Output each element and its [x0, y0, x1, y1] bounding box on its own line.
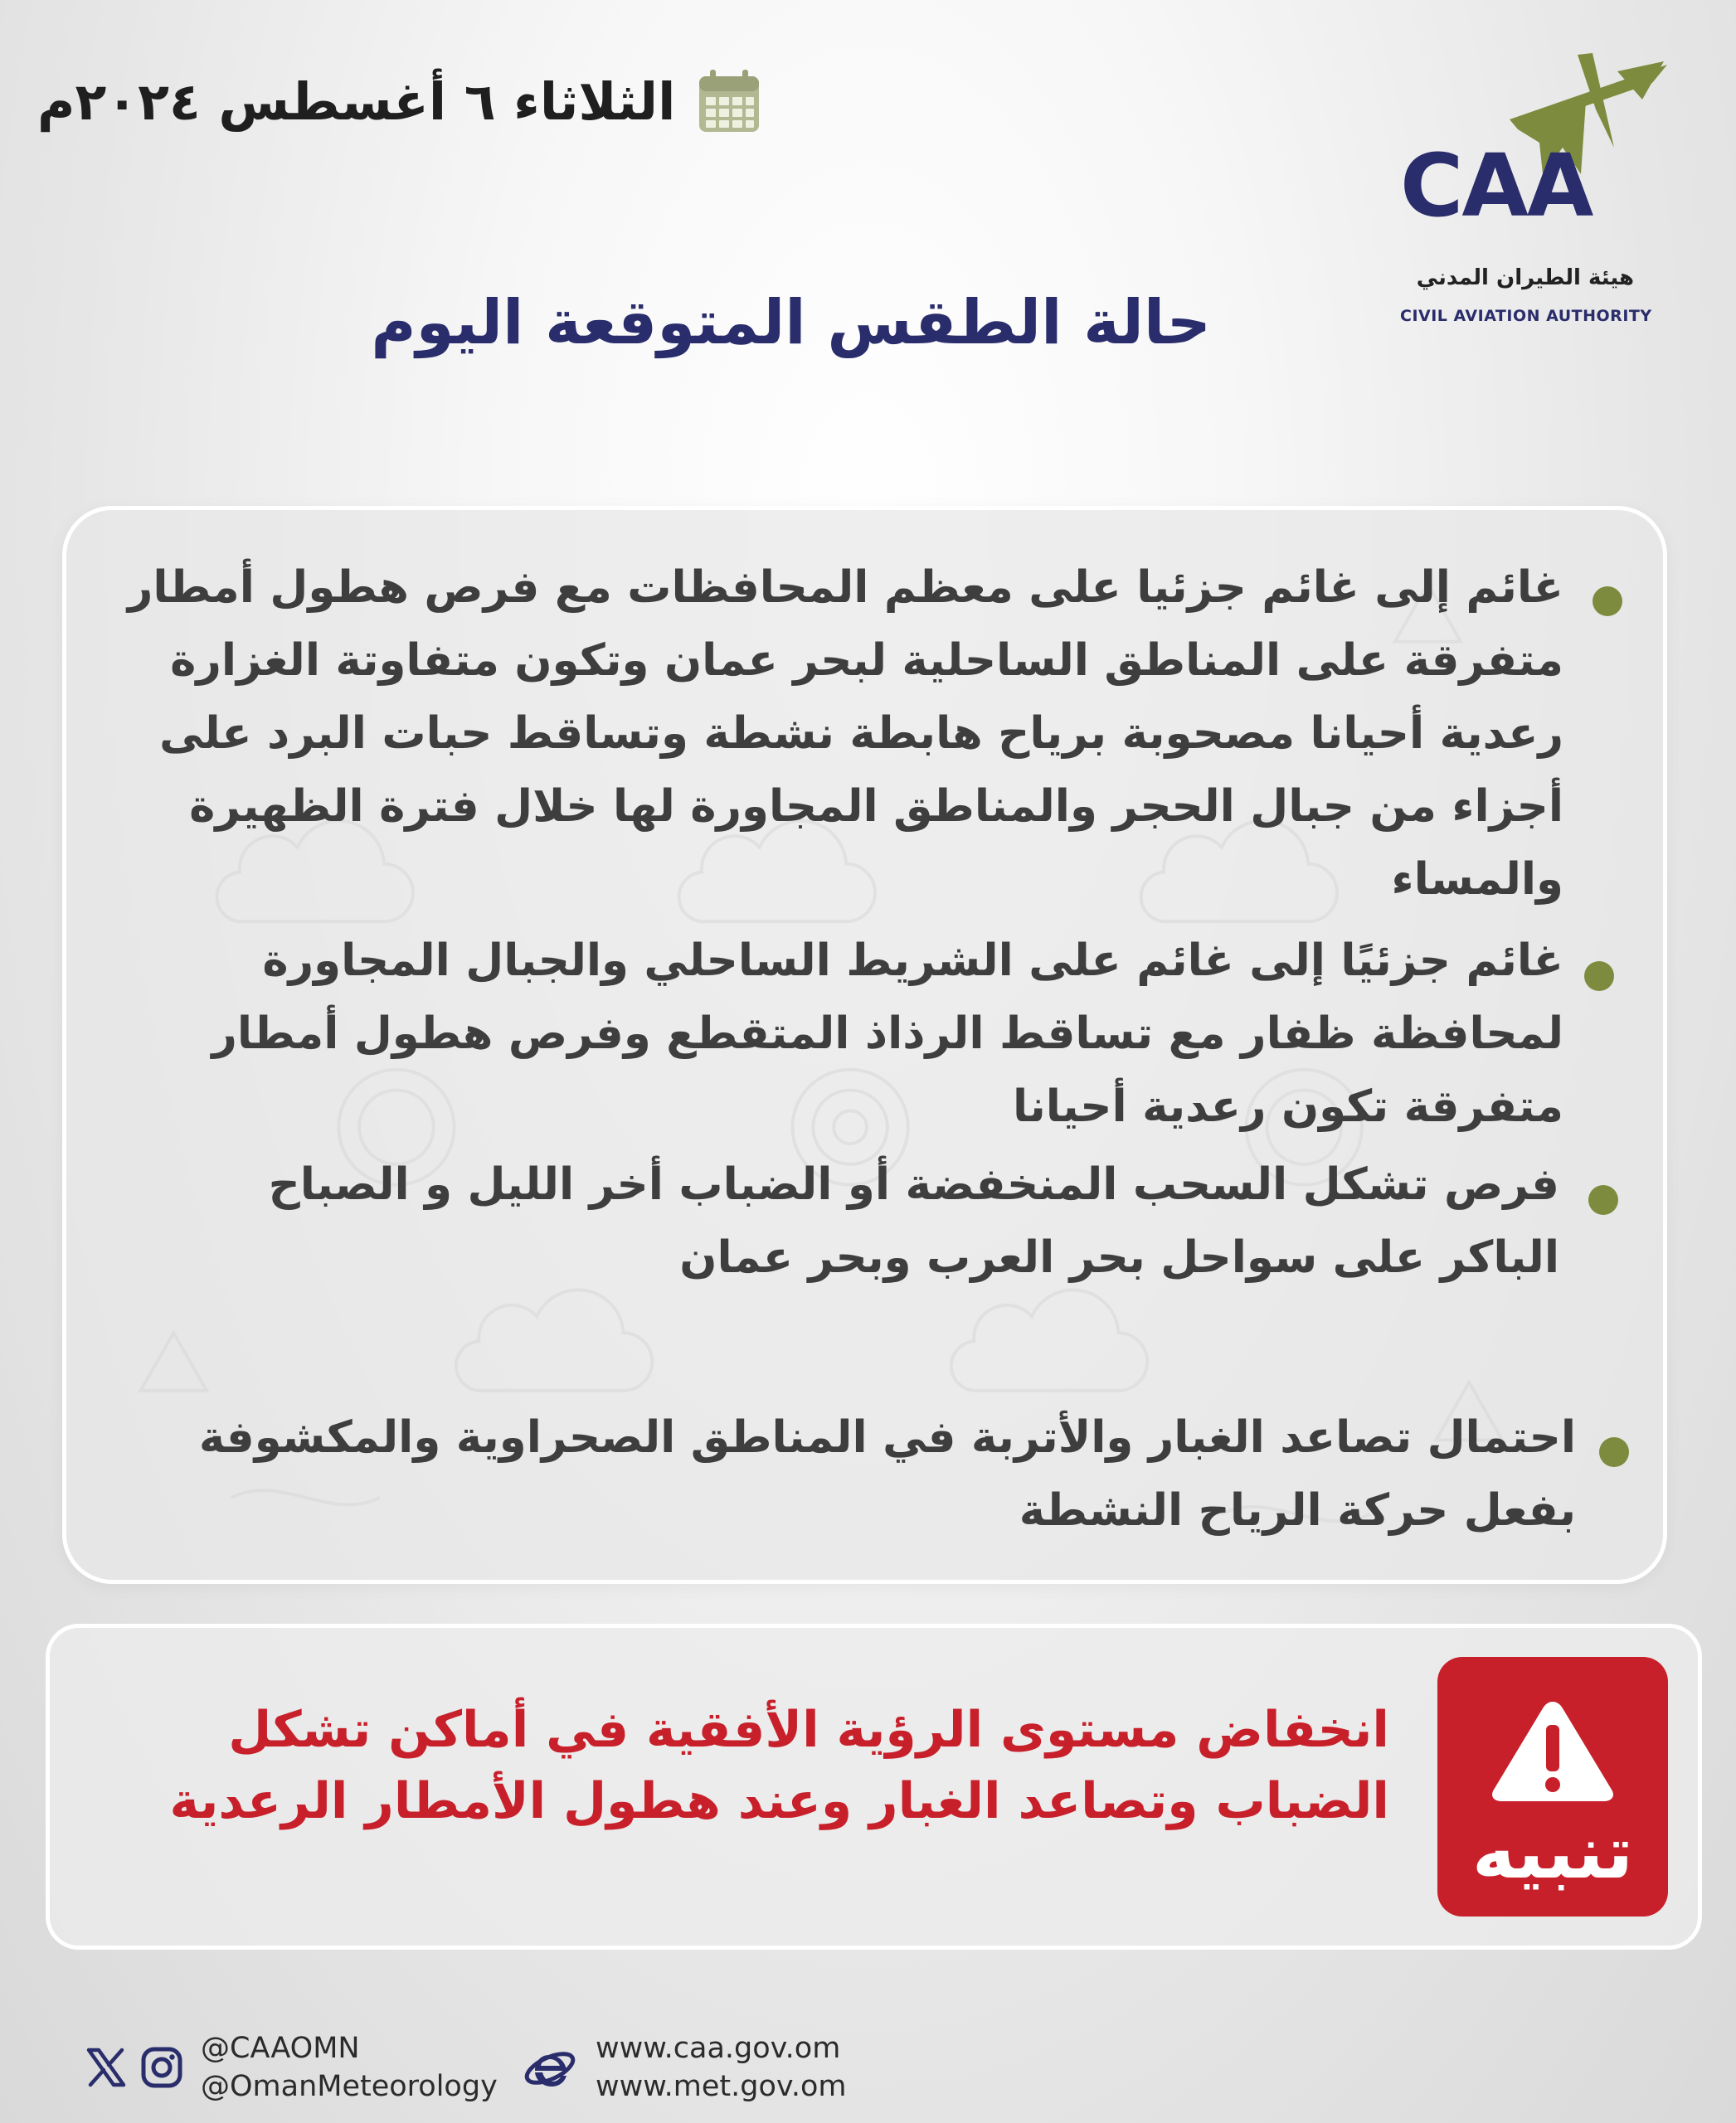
social-handles	[201, 2029, 498, 2106]
logo-name-ar: هيئة الطيران المدني	[1416, 265, 1634, 290]
website-met[interactable]: www.met.gov.om	[596, 2070, 847, 2103]
forecast-item-4-text: احتمال تصاعد الغبار والأتربة في المناطق الصحراوية والمكشوفة بفعل حركة الرياح النشطة	[198, 1412, 1576, 1536]
forecast-item-2-text: غائم جزئيًا إلى غائم على الشريط الساحلي والجبال المجاورة لمحافظة ظفار مع تساقط الرذاذ المتقطع وفرص هطول أمطار متفرقة تكون رعدية أحيانا	[212, 935, 1563, 1132]
website-caa[interactable]: www.caa.gov.om	[596, 2032, 841, 2065]
page-title: حالة الطقس المتوقعة اليوم	[371, 287, 1211, 358]
footer-social	[85, 2026, 498, 2109]
forecast-item-1-text: غائم إلى غائم جزئيا على معظم المحافظات مع فرص هطول أمطار متفرقة على المناطق الساحلية لبحر عمان وتكون متفاوتة الغزارة رعدية أحيانا مصحوبة برياح هابطة نشطة وتساقط حبات البرد على أجزاء من جبال الحجر والمناطق المجاورة لها خلال فترة الظهيرة والمساء	[127, 562, 1563, 905]
instagram-icon[interactable]	[139, 2045, 184, 2090]
logo-name-en: CIVIL AVIATION AUTHORITY	[1400, 307, 1652, 325]
alert-label: تنبيه	[1471, 1810, 1634, 1895]
forecast-bullet-1	[1593, 586, 1622, 616]
warning-triangle-icon	[1489, 1697, 1617, 1803]
alert-card	[46, 1624, 1702, 1950]
x-icon[interactable]	[85, 2046, 128, 2089]
alert-badge	[1437, 1657, 1668, 1917]
alert-message: انخفاض مستوى الرؤية الأفقية في أماكن تشكل الضباب وتصاعد الغبار وعند هطول الأمطار الرعدية	[169, 1701, 1389, 1830]
forecast-item-3-text: فرص تشكل السحب المنخفضة أو الضباب أخر الليل و الصباح الباكر على سواحل بحر العرب وبحر عمان	[268, 1159, 1559, 1283]
caa-logo	[1393, 50, 1675, 325]
date-header	[37, 60, 761, 143]
forecast-bullet-2	[1584, 961, 1614, 991]
social-handle-caaomn[interactable]: @CAAOMN	[201, 2032, 360, 2065]
forecast-item-3	[191, 1149, 1559, 1295]
forecast-bullet-3	[1588, 1185, 1618, 1215]
forecast-card	[62, 506, 1667, 1584]
forecast-bullet-4	[1599, 1437, 1629, 1467]
forecast-item-1	[116, 551, 1563, 916]
forecast-item-2	[104, 925, 1563, 1144]
date-text: الثلاثاء ٦ أغسطس ٢٠٢٤م	[37, 70, 676, 132]
calendar-icon	[697, 68, 761, 134]
website-links	[596, 2029, 847, 2106]
logo-acronym: CAA	[1400, 135, 1593, 236]
forecast-item-4	[174, 1402, 1576, 1547]
web-browser-icon	[523, 2040, 577, 2095]
social-handle-omanmeteorology[interactable]: @OmanMeteorology	[201, 2070, 498, 2103]
footer-websites	[523, 2026, 847, 2109]
